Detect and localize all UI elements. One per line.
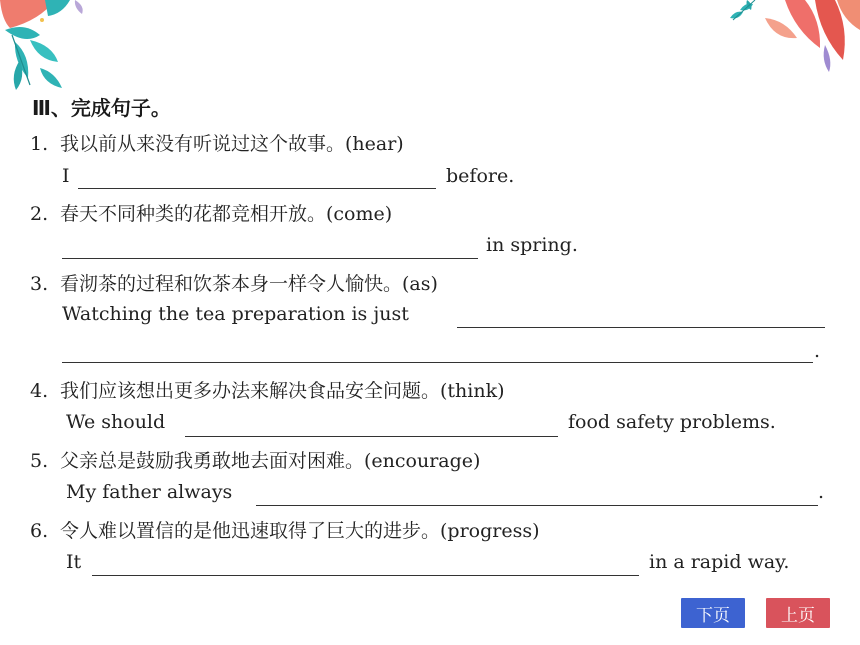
question-number: 6. xyxy=(30,520,49,542)
section-title: Ⅲ、完成句子。 xyxy=(32,96,171,120)
answer-blank-6[interactable] xyxy=(92,575,639,576)
answer-blank-4[interactable] xyxy=(185,436,558,437)
question-1-lead: I xyxy=(62,165,70,187)
answer-blank-1[interactable] xyxy=(78,188,436,189)
question-number: 4. xyxy=(30,380,49,402)
question-5-tail: . xyxy=(818,481,825,503)
question-text: 令人难以置信的是他迅速取得了巨大的进步。(progress) xyxy=(60,520,540,542)
question-6-lead: It xyxy=(66,551,82,573)
question-1-tail: before. xyxy=(446,165,515,187)
question-5-lead: My father always xyxy=(66,481,233,503)
question-6-tail: in a rapid way. xyxy=(649,551,790,573)
question-4-tail: food safety problems. xyxy=(568,411,776,433)
question-text: 看沏茶的过程和饮茶本身一样令人愉快。(as) xyxy=(60,273,438,295)
question-text: 我们应该想出更多办法来解决食品安全问题。(think) xyxy=(60,380,505,402)
answer-blank-2[interactable] xyxy=(62,258,478,259)
leaf-decoration-left xyxy=(0,0,110,95)
question-text: 父亲总是鼓励我勇敢地去面对困难。(encourage) xyxy=(60,450,481,472)
question-text: 春天不同种类的花都竞相开放。(come) xyxy=(60,203,393,225)
answer-blank-3a[interactable] xyxy=(457,327,825,328)
answer-blank-5[interactable] xyxy=(256,505,818,506)
question-number: 3. xyxy=(30,273,49,295)
next-page-button[interactable]: 下页 xyxy=(681,598,745,628)
question-text: 我以前从来没有听说过这个故事。(hear) xyxy=(60,133,404,155)
question-2-tail: in spring. xyxy=(486,234,578,256)
question-number: 1. xyxy=(30,133,49,155)
question-4-lead: We should xyxy=(66,411,166,433)
question-5-prompt xyxy=(30,446,480,473)
question-3-tail: . xyxy=(814,340,821,362)
question-1-prompt xyxy=(30,129,404,156)
question-2-prompt xyxy=(30,199,392,226)
question-6-prompt xyxy=(30,516,540,543)
question-3-prompt xyxy=(30,269,438,296)
leaf-decoration-right xyxy=(725,0,860,75)
question-3-lead: Watching the tea preparation is just xyxy=(62,303,409,325)
question-number: 5. xyxy=(30,450,49,472)
question-number: 2. xyxy=(30,203,49,225)
question-4-prompt xyxy=(30,376,505,403)
answer-blank-3b[interactable] xyxy=(62,362,813,363)
previous-page-button[interactable]: 上页 xyxy=(766,598,830,628)
